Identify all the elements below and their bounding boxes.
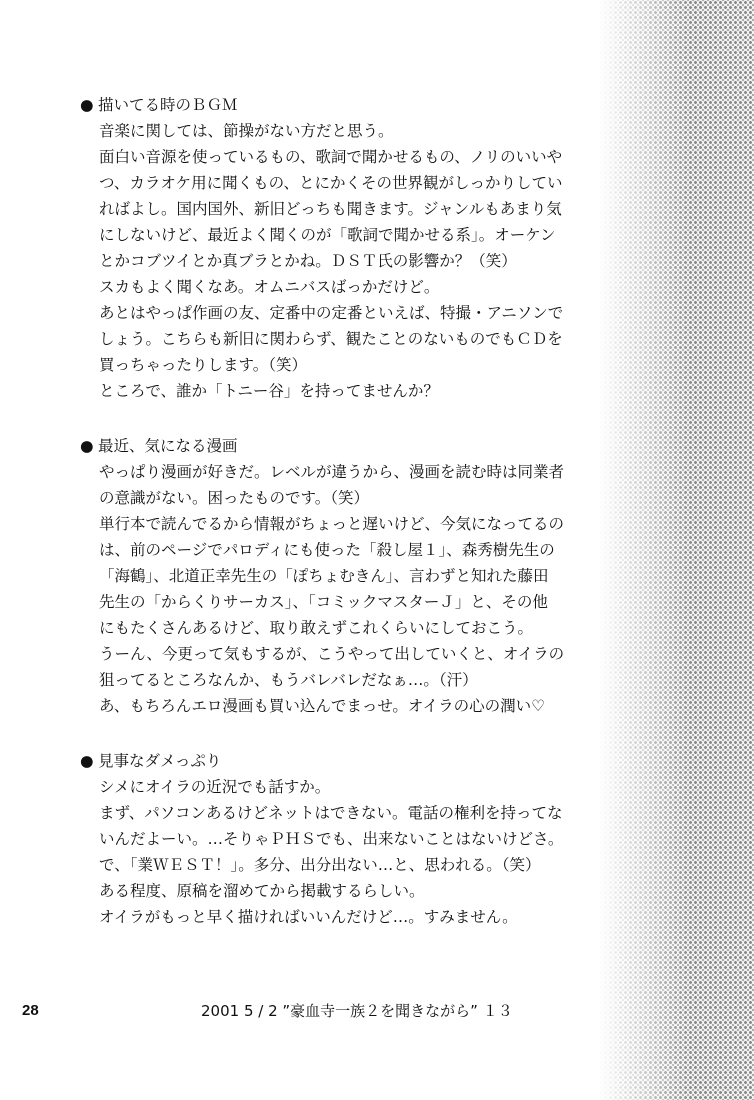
footer-note: 2001 5 / 2 ”豪血寺一族２を聞きながら” １３ (201, 1002, 513, 1020)
section-dame (80, 748, 600, 930)
text-line: は、前のページでパロディにも使った「殺し屋１」、森秀樹先生の (99, 541, 555, 559)
text-line: つ、カラオケ用に聞くもの、とにかくその世界観がしっかりしてい (99, 174, 563, 192)
section-heading (80, 92, 600, 118)
essay-text (80, 92, 600, 959)
text-line: しょう。こちらも新旧に関わらず、観たことのないものでもＣＤを (99, 330, 563, 348)
page-number: 28 (22, 1002, 39, 1019)
text-line: スカもよく聞くなあ。オムニバスばっかだけど。 (99, 278, 440, 296)
text-line: いんだよーい。…そりゃＰＨＳでも、出来ないことはないけどさ。 (99, 830, 564, 848)
text-line: やっぱり漫画が好きだ。レベルが違うから、漫画を読む時は同業者 (99, 463, 565, 481)
text-line: ればよし。国内国外、新旧どっちも聞きます。ジャンルもあまり気 (99, 200, 562, 218)
section-bgm (80, 92, 600, 404)
screentone-border (598, 0, 754, 1100)
text-line: オイラがもっと早く描ければいいんだけど…。すみません。 (99, 908, 518, 926)
text-line: の意識がない。困ったものです。（笑） (99, 489, 370, 507)
text-line: 単行本で読んでるから情報がちょっと遅いけど、今気になってるの (99, 515, 565, 533)
text-line: ある程度、原稿を溜めてから掲載するらしい。 (99, 882, 425, 900)
text-line: 「海鶴」、北道正幸先生の「ぽちょむきん」、言わずと知れた藤田 (99, 567, 549, 585)
text-line: 狙ってるところなんか、もうバレバレだなぁ…。（汗） (99, 671, 478, 689)
text-line: ところで、誰か「トニー谷」を持ってませんか？ (99, 382, 439, 400)
text-line: 先生の「からくりサーカス」、「コミックマスターＪ」と、その他 (99, 593, 548, 611)
text-line: 面白い音源を使っているもの、歌詞で聞かせるもの、ノリのいいや (99, 148, 563, 166)
bullet-icon: ● (80, 752, 94, 770)
section-heading (80, 433, 600, 459)
text-line: うーん、今更って気もするが、こうやって出していくと、オイラの (99, 645, 565, 663)
text-line: まず、パソコンあるけどネットはできない。電話の権利を持ってな (99, 804, 563, 822)
text-line: 買っちゃったりします。（笑） (99, 356, 308, 374)
text-line: あ、もちろんエロ漫画も買い込んでまっせ。オイラの心の潤い♡ (99, 697, 546, 715)
text-line: で、「業ＷＥＳＴ！」。多分、出分出ない…と、思われる。（笑） (99, 856, 541, 874)
text-line: にしないけど、最近よく聞くのが「歌詞で聞かせる系」。オーケン (99, 226, 556, 244)
text-line: あとはやっぱ作画の友、定番中の定番といえば、特撮・アニソンで (99, 304, 564, 322)
heading-label: 描いてる時のＢＧＭ (98, 96, 238, 114)
text-line: とかコブツイとか真ブラとかね。ＤＳＴ氏の影響か？（笑） (99, 252, 517, 270)
heading-label: 見事なダメっぷり (98, 752, 222, 770)
heading-label: 最近、気になる漫画 (98, 437, 238, 455)
section-manga (80, 433, 600, 719)
section-heading (80, 748, 600, 774)
bullet-icon: ● (80, 437, 94, 455)
text-line: にもたくさんあるけど、取り敢えずこれくらいにしておこう。 (99, 619, 534, 637)
text-line: 音楽に関しては、節操がない方だと思う。 (99, 122, 394, 140)
text-line: シメにオイラの近況でも話すか。 (99, 778, 331, 796)
bullet-icon: ● (80, 96, 94, 114)
